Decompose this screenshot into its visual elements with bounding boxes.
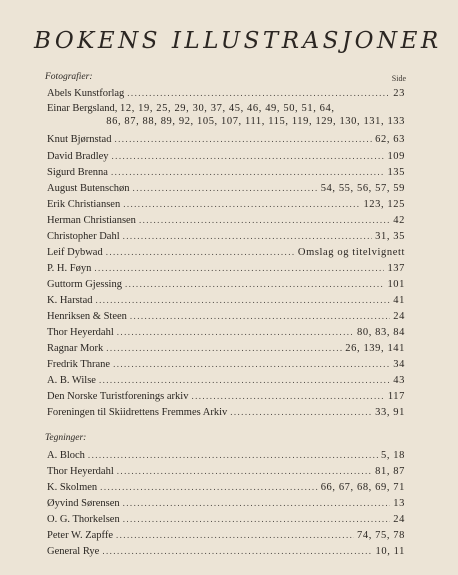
- leader-dots: [111, 166, 384, 179]
- entry-name: Ragnar Mork: [47, 343, 104, 354]
- leader-dots: [123, 497, 391, 510]
- list-item: [47, 358, 405, 371]
- leader-dots: [127, 87, 390, 100]
- entry-name: Leif Dybwad: [47, 247, 103, 258]
- list-item: [47, 87, 405, 100]
- list-item: [47, 326, 405, 339]
- leader-dots: [106, 342, 342, 355]
- entry-pages-line-2: 86, 87, 88, 89, 92, 105, 107, 111, 115, 119, 129, 130, 131, 133: [106, 116, 405, 127]
- list-item: [47, 133, 405, 146]
- list-item: [47, 342, 405, 355]
- entry-pages: 43: [393, 375, 405, 386]
- list-item: [47, 497, 405, 510]
- section-label-photos: Fotografier:: [45, 72, 93, 82]
- entry-pages: 74, 75, 78: [357, 530, 405, 541]
- list-item: [47, 406, 405, 419]
- entry-pages: 33, 91: [375, 407, 405, 418]
- list-item: [47, 246, 405, 259]
- entry-pages: 81, 87: [375, 466, 405, 477]
- list-item: [47, 198, 405, 211]
- entry-pages: 10, 11: [375, 546, 405, 557]
- entry-pages: 109: [387, 151, 405, 162]
- entry-name: Øyvind Sørensen: [47, 498, 120, 509]
- entry-name: Herman Christiansen: [47, 215, 136, 226]
- entry-pages: 31, 35: [375, 231, 405, 242]
- leader-dots: [113, 358, 390, 371]
- entry-pages: 62, 63: [375, 134, 405, 145]
- entry-pages: 66, 67, 68, 69, 71: [320, 482, 405, 493]
- side-column-label: Side: [391, 74, 406, 83]
- list-item: [47, 374, 405, 387]
- entry-name: Den Norske Turistforenings arkiv: [47, 391, 189, 402]
- entry-name: A. Bloch: [47, 450, 85, 461]
- entry-name: Erik Christiansen: [47, 199, 121, 210]
- entry-pages: 41: [393, 295, 405, 306]
- list-item: [47, 545, 405, 558]
- entry-name: Foreningen til Skiidrettens Fremmes Arkiv: [47, 407, 228, 418]
- leader-dots: [112, 150, 385, 163]
- entry-pages: 54, 55, 56, 57, 59: [320, 183, 405, 194]
- entry-name: Thor Heyerdahl: [47, 466, 114, 477]
- leader-dots: [191, 390, 384, 403]
- leader-dots: [230, 406, 372, 419]
- entry-name: Christopher Dahl: [47, 231, 120, 242]
- entry-name: August Butenschøn: [47, 183, 130, 194]
- list-item: [47, 529, 405, 542]
- entry-pages: 101: [387, 279, 405, 290]
- entry-pages-line-1: 12, 19, 25, 29, 30, 37, 45, 46, 49, 50, 51, 64,: [120, 103, 335, 114]
- list-item: [47, 465, 405, 478]
- list-item: [47, 390, 405, 403]
- entry-pages: 5, 18: [381, 450, 405, 461]
- list-item: [47, 481, 405, 494]
- leader-dots: [100, 481, 318, 494]
- leader-dots: [88, 449, 378, 462]
- section-label-drawings: Tegninger:: [45, 433, 87, 443]
- leader-dots: [96, 294, 391, 307]
- entry-pages: 117: [387, 391, 405, 402]
- leader-dots: [125, 278, 384, 291]
- leader-dots: [94, 262, 384, 275]
- entry-pages: 42: [393, 215, 405, 226]
- entry-pages: 34: [393, 359, 405, 370]
- entry-pages: Omslag og titelvignett: [297, 247, 405, 258]
- entry-name: Peter W. Zapffe: [47, 530, 113, 541]
- entry-pages: 24: [393, 311, 405, 322]
- leader-dots: [117, 465, 372, 478]
- list-item: [47, 513, 405, 526]
- leader-dots: [133, 182, 318, 195]
- leader-dots: [123, 230, 373, 243]
- entry-line-1: [47, 102, 405, 115]
- leader-dots: [130, 310, 390, 323]
- entry-name: Abels Kunstforlag: [47, 88, 125, 99]
- entry-name: K. Skolmen: [47, 482, 98, 493]
- entry-name: Fredrik Thrane: [47, 359, 111, 370]
- leader-dots: [99, 374, 390, 387]
- entry-pages: 123, 125: [363, 199, 405, 210]
- list-item: [47, 182, 405, 195]
- page-title: BOKENS ILLUSTRASJONER: [34, 28, 442, 54]
- entry-name: David Bradley: [47, 151, 109, 162]
- list-item: [47, 449, 405, 462]
- entry-pages: 24: [393, 514, 405, 525]
- entry-name: O. G. Thorkelsen: [47, 514, 120, 525]
- entry-pages: 137: [387, 263, 405, 274]
- entry-pages: 80, 83, 84: [357, 327, 405, 338]
- entry-name: Thor Heyerdahl: [47, 327, 114, 338]
- list-item: [47, 214, 405, 227]
- list-item: [47, 310, 405, 323]
- leader-dots: [106, 246, 295, 259]
- list-item: [47, 150, 405, 163]
- entry-name: P. H. Føyn: [47, 263, 92, 274]
- leader-dots: [123, 198, 360, 211]
- leader-dots: [114, 133, 372, 146]
- list-item: [47, 166, 405, 179]
- list-item: [47, 278, 405, 291]
- entry-name: K. Harstad: [47, 295, 93, 306]
- entry-pages: 13: [393, 498, 405, 509]
- leader-dots: [102, 545, 372, 558]
- list-item: [47, 262, 405, 275]
- list-item: [47, 294, 405, 307]
- leader-dots: [123, 513, 391, 526]
- entry-pages: 26, 139, 141: [345, 343, 405, 354]
- list-item: [47, 230, 405, 243]
- list-item: [47, 102, 405, 128]
- entry-name: Guttorm Gjessing: [47, 279, 122, 290]
- entry-pages: 135: [387, 167, 405, 178]
- entry-name: A. B. Wilse: [47, 375, 96, 386]
- entry-name: Einar Bergsland,: [47, 103, 118, 114]
- entry-name: Henriksen & Steen: [47, 311, 127, 322]
- entry-name: General Rye: [47, 546, 100, 557]
- leader-dots: [139, 214, 390, 227]
- entry-name: Sigurd Brenna: [47, 167, 108, 178]
- entry-name: Knut Bjørnstad: [47, 134, 112, 145]
- leader-dots: [116, 529, 354, 542]
- leader-dots: [117, 326, 354, 339]
- entry-pages: 23: [393, 88, 405, 99]
